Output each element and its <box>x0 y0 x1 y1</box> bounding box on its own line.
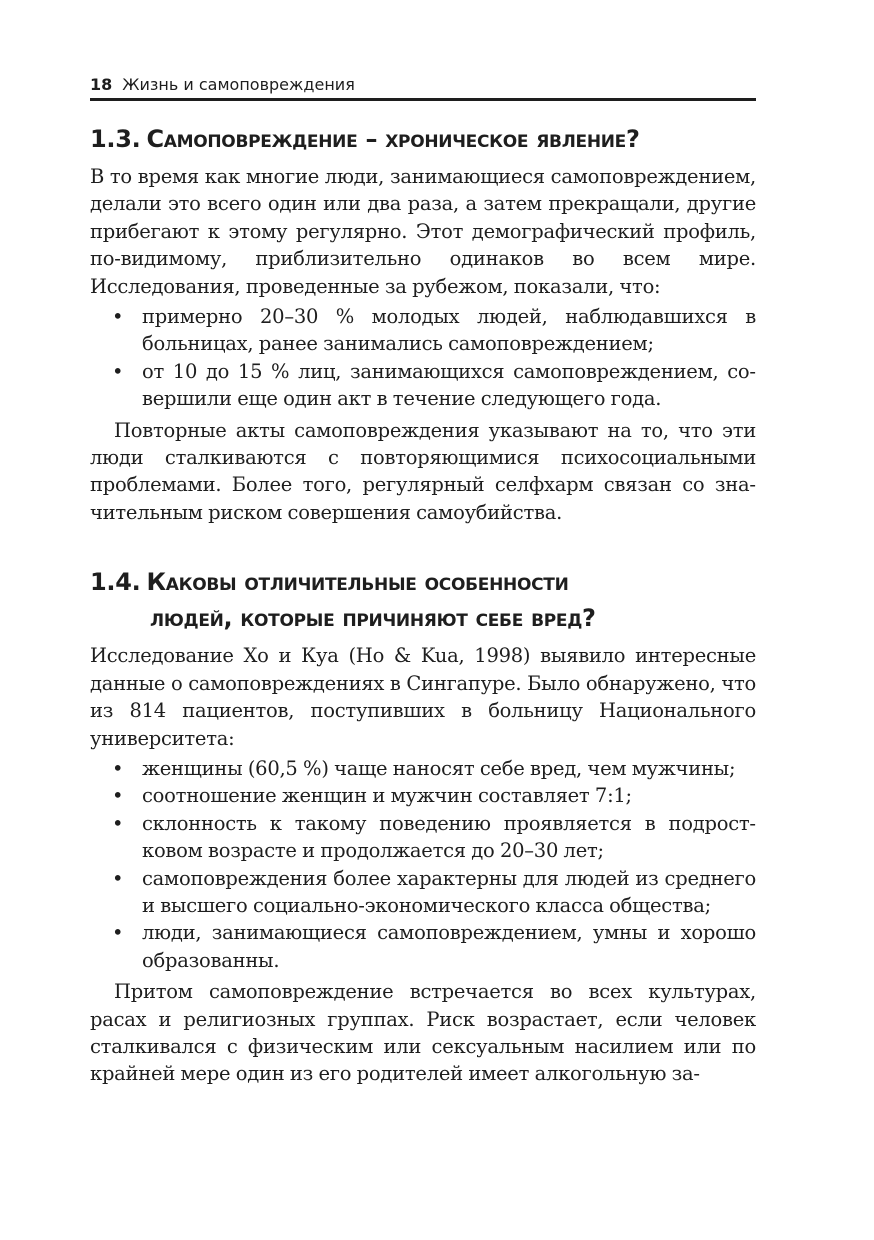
list-item: • от 10 до 15 % лиц, занимающихся самоповреждением, совершили еще один акт в течение следующего года. <box>90 358 756 413</box>
running-title: Жизнь и самоповреждения <box>122 75 355 94</box>
section-1-4-heading <box>90 564 756 636</box>
running-header <box>90 72 756 101</box>
section-1-3-title: Самоповреждение – хроническое явление? <box>146 125 640 153</box>
section-1-3-number: 1.3. <box>90 125 141 153</box>
section-1-3-heading <box>90 121 756 157</box>
page-number: 18 <box>90 75 113 94</box>
section-1-4-paragraph-2: Притом самоповреждение встречается во всех культурах, расах и религиозных группах. Риск возрастает, если человек сталкивался с физическим или сексуальным насилием или по крайней мере один из его родителей имеет алкогольную за- <box>90 980 756 1086</box>
book-page <box>90 72 756 1088</box>
section-1-4-paragraph-1: Исследование Хо и Куа (Ho & Kua, 1998) выявило интересные данные о самоповреждениях в Сингапуре. Было обнаружено, что из 814 пациентов, поступивших в больницу Национального университета: <box>90 644 756 750</box>
section-1-3-paragraph-2: Повторные акты самоповреждения указывают на то, что эти люди сталкиваются с повторяющимися психосоциальными проблемами. Более того, регулярный селфхарм связан со значительным риском совершения самоубийства. <box>90 418 756 524</box>
list-item: • люди, занимающиеся самоповреждением, умны и хорошо образованны. <box>90 919 756 974</box>
list-item: • самоповреждения более характерны для людей из среднего и высшего социально-экономического класса общества; <box>90 865 756 920</box>
section-1-3-paragraph-1: В то время как многие люди, занимающиеся самоповреждением, делали это всего один или два раза, а затем прекращали, другие прибегают к этому регулярно. Этот демографический профиль, по-видимому, приблизительно одинаков во всем мире. Исследования, проведенные за рубежом, показали, что: <box>90 165 756 298</box>
list-item: • склонность к такому поведению проявляется в подростковом возрасте и продолжается до 20–30 лет; <box>90 810 756 865</box>
section-1-4-number: 1.4. <box>90 568 141 597</box>
list-item: • примерно 20–30 % молодых людей, наблюдавшихся в больницах, ранее занимались самоповреждением; <box>90 303 756 358</box>
section-1-4-title-line-1: Каковы отличительные особенности <box>146 568 569 597</box>
list-item: • соотношение женщин и мужчин составляет 7:1; <box>90 782 756 809</box>
section-1-4-title-line-2: людей, которые причиняют себе вред? <box>150 604 596 633</box>
section-1-3-bullet-list <box>90 303 756 413</box>
list-item: • женщины (60,5 %) чаще наносят себе вред, чем мужчины; <box>90 755 756 782</box>
section-1-4-bullet-list <box>90 755 756 974</box>
